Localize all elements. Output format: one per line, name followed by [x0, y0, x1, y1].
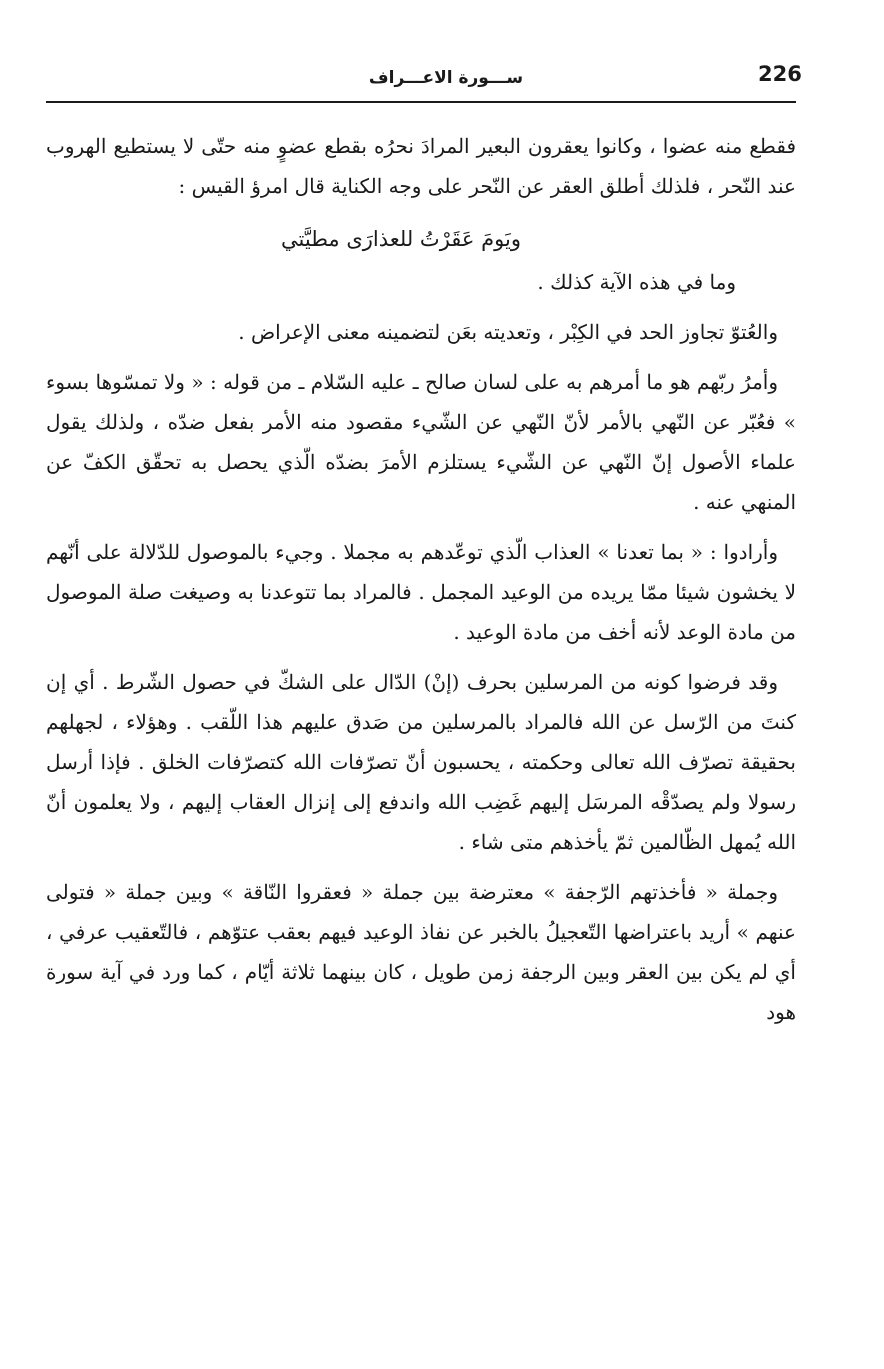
body-text [46, 126, 796, 1042]
poem-verse: ويَومَ عَقَرْتُ للعذارَى مطيَّتي [281, 227, 521, 251]
paragraph-threat: وأرادوا : « بما تعدنا » العذاب الّذي توعّدهم به مجملا . وجيء بالموصول للدّلالة على أنّهم لا يخشون شيئا ممّا يريده من الوعيد المجمل . فالمراد بما تتوعدنا به وصيغت صلة الموصول من مادة الوعد لأنه أخف من مادة الوعيد . [46, 540, 796, 644]
paragraph-earthquake: وجملة « فأخذتهم الرّجفة » معترضة بين جملة « فعقروا النّاقة » وبين جملة « فتولى عنهم » أريد باعتراضها التّعجيلُ بالخبر عن نفاذ الوعيد فيهم بعقب عتوّهم ، فالتّعقيب عرفي ، أي لم يكن بين العقر وبين الرجفة زمن طويل ، كان بينهما ثلاثة أيّام ، كما ورد في آية سورة هود [46, 880, 796, 1024]
paragraph-conditional: وقد فرضوا كونه من المرسلين بحرف (إنْ) الدّال على الشكّ في حصول الشّرط . أي إن كنتَ من الرّسل عن الله فالمراد بالمرسلين من صَدق عليهم هذا اللّقب . وهؤلاء ، لجهلهم بحقيقة تصرّف الله تعالى وحكمته ، يحسبون أنّ تصرّفات الله كتصرّفات الخلق . فإذا أرسل رسولا ولم يصدّقْه المرسَل إليهم غَضِب الله واندفع إلى إنزال العقاب إليهم ، ولا يعلمون أنّ الله يُمهل الظّالمين ثمّ يأخذهم متى شاء . [46, 670, 796, 854]
page-header [46, 58, 802, 102]
paragraph-arrogance: والعُتوّ تجاوز الحد في الكِبْر ، وتعديته بعَن لتضمينه معنى الإعراض . [238, 320, 778, 344]
header-rule [46, 101, 796, 103]
paragraph-command-of-lord: وأمرُ ربّهم هو ما أمرهم به على لسان صالح ـ عليه السّلام ـ من قوله : « ولا تمسّوها بسوء » فعُبّر عن النّهي بالأمر لأنّ النّهي عن الشّيء مقصود منه الأمر بفعل ضدّه ، ولذلك يقول علماء الأصول إنّ النّهي عن الشّيء يستلزم الأمرَ بضدّه الّذي يحصل به تحقّق الكفّ عن المنهي عنه . [46, 370, 796, 514]
paragraph-camel-slaughter: فقطع منه عضوا ، وكانوا يعقرون البعير المرادَ نحرُه بقطع عضوٍ منه حتّى لا يستطيع الهروب عند النّحر ، فلذلك أطلق العقر عن النّحر على وجه الكناية قال امرؤ القيس : [46, 134, 796, 198]
paragraph-verse-note: وما في هذه الآية كذلك . [537, 270, 736, 294]
page-number: 226 [758, 62, 802, 86]
running-title: ســـورة الاعـــراف [368, 68, 524, 88]
